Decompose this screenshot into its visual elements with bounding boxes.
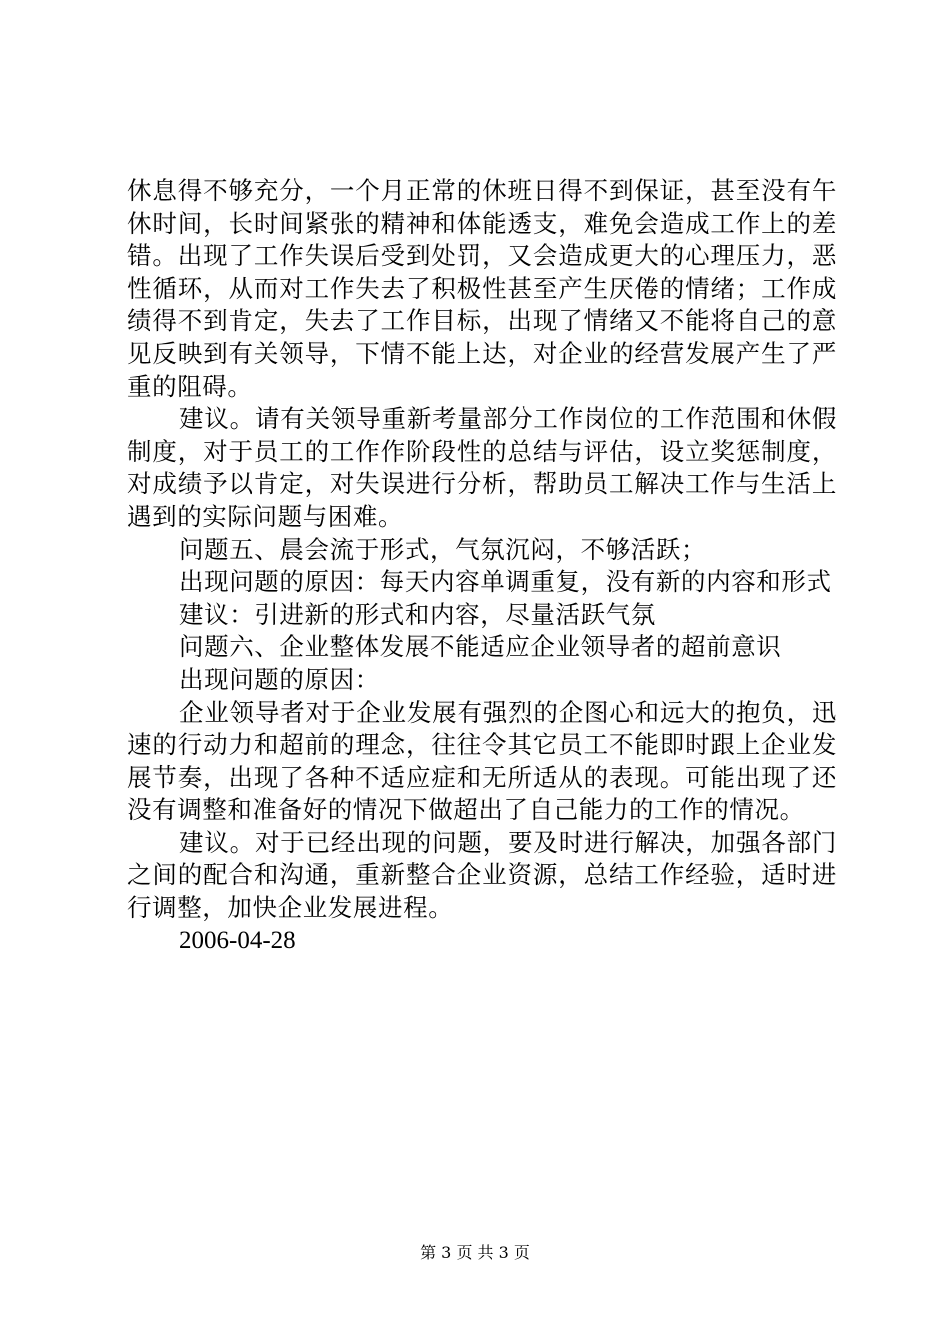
paragraph-issue-six: 问题六、企业整体发展不能适应企业领导者的超前意识 [179,632,782,662]
page-footer [0,1243,950,1263]
paragraph-rest-issue: 休息得不够充分，一个月正常的休班日得不到保证，甚至没有午休时间，长时间紧张的精神和体能透支，难免会造成工作上的差错。出现了工作失误后受到处罚，又会造成更大的心理压力，恶性循环，从而对工作失去了积极性甚至产生厌倦的情绪；工作成绩得不到肯定，失去了工作目标，出现了情绪又不能将自己的意见反映到有关领导，下情不能上达，对企业的经营发展产生了严重的阻碍。 [127,176,837,401]
paragraph-suggestion-rest: 建议。请有关领导重新考量部分工作岗位的工作范围和休假制度，对于员工的工作作阶段性的总结与评估，设立奖惩制度，对成绩予以肯定，对失误进行分析，帮助员工解决工作与生活上遇到的实际问题与困难。 [127,404,837,531]
document-body [127,175,837,957]
paragraph-issue-five: 问题五、晨会流于形式，气氛沉闷，不够活跃； [179,534,707,564]
paragraph-suggestion-five: 建议：引进新的形式和内容，尽量活跃气氛 [179,599,656,629]
paragraph-cause-five: 出现问题的原因：每天内容单调重复，没有新的内容和形式 [179,567,832,597]
document-date: 2006-04-28 [179,926,296,954]
paragraph-cause-six: 企业领导者对于企业发展有强烈的企图心和远大的抱负，迅速的行动力和超前的理念，往往令其它员工不能即时跟上企业发展节奏，出现了各种不适应症和无所适从的表现。可能出现了还没有调整和准备好的情况下做超出了自己能力的工作的情况。 [127,697,837,825]
page-number-label: 第 3 页 共 3 页 [420,1243,530,1262]
paragraph-cause-six-heading: 出现问题的原因： [179,664,380,694]
paragraph-suggestion-six: 建议。对于已经出现的问题，要及时进行解决，加强各部门之间的配合和沟通，重新整合企业资源，总结工作经验，适时进行调整，加快企业发展进程。 [127,827,837,923]
